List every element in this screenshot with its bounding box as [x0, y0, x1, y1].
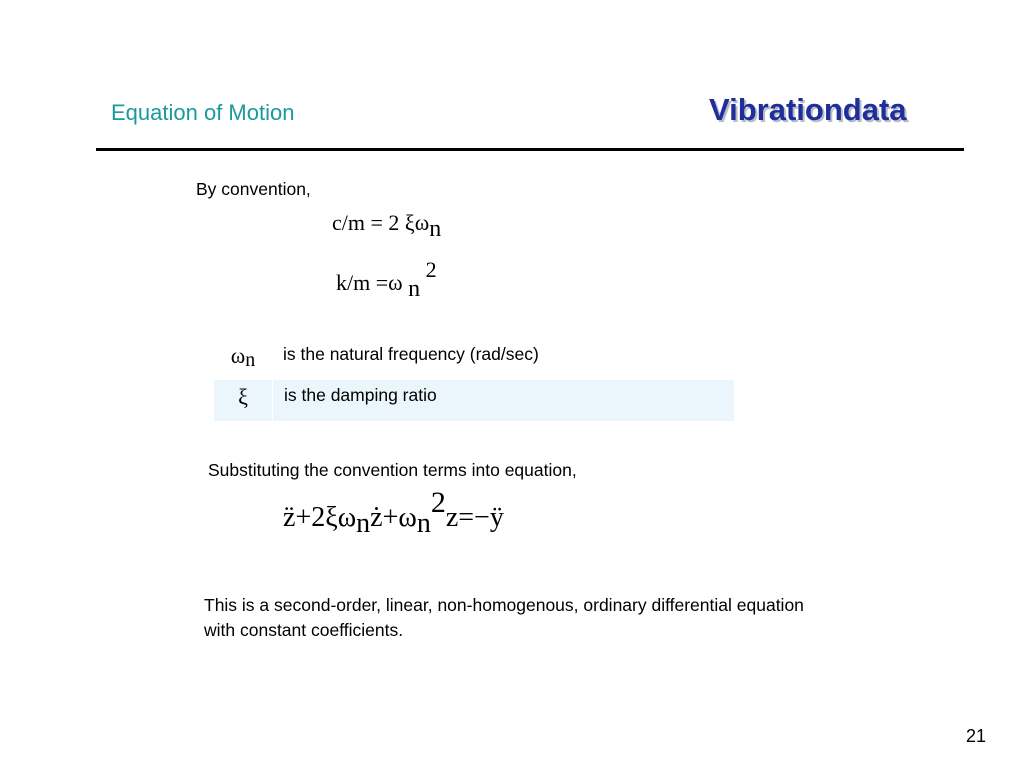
eq3-zddot: z̈ [283, 502, 296, 533]
eq2-rel: = [375, 270, 389, 295]
definition-row-damping-ratio [214, 380, 734, 421]
brand-logo-text: Vibrationdata [709, 92, 907, 127]
definition-row-natural-frequency [214, 339, 734, 380]
eq1-subscript: n [429, 216, 442, 242]
symbol-subscript: n [245, 349, 256, 371]
eq3-plus: + [382, 502, 399, 533]
eq3-plus: + [295, 502, 312, 533]
conclusion-line: This is a second-order, linear, non-homogenous, ordinary differential equation [204, 595, 804, 615]
page-number: 21 [966, 726, 987, 746]
eq3-subscript: n [416, 508, 431, 539]
definition-text: is the natural frequency (rad/sec) [283, 344, 539, 364]
eq2-exponent: 2 [425, 257, 437, 282]
intro-text: By convention, [196, 179, 311, 199]
omega-symbol: ω [230, 343, 246, 368]
eq1-omega: ω [414, 210, 430, 235]
eq3-subscript: n [356, 508, 371, 539]
eq3-exponent: 2 [430, 486, 446, 519]
page-title: Equation of Motion [111, 100, 295, 125]
eq1-coef: 2 [388, 210, 400, 235]
eq3-damping-term: 2ξω [311, 502, 357, 533]
definitions-table [214, 339, 734, 421]
eq2-subscript: n [408, 276, 421, 302]
conclusion-line: with constant coefficients. [204, 620, 404, 640]
definition-symbol [214, 339, 272, 380]
eq1-lhs: c/m [332, 210, 365, 235]
substitution-text: Substituting the convention terms into equation, [208, 460, 577, 480]
definition-symbol [214, 380, 273, 421]
eq3-zdot: ż [370, 502, 383, 533]
eq1-rel: = [370, 210, 383, 235]
eq2-lhs: k/m [336, 270, 371, 295]
eq3-z: z [445, 502, 459, 533]
definition-text: is the damping ratio [284, 385, 437, 405]
eq2-omega: ω [388, 270, 403, 295]
eq1-xi: ξ [404, 210, 415, 235]
xi-symbol: ξ [238, 384, 248, 409]
eq3-omega: ω [398, 502, 417, 533]
header-divider [96, 148, 964, 151]
equation-of-motion [283, 486, 504, 539]
equation-damping [332, 210, 442, 242]
eq3-rhs: =−ÿ [458, 502, 504, 533]
conclusion-paragraph [204, 593, 804, 643]
equation-stiffness [336, 257, 437, 302]
